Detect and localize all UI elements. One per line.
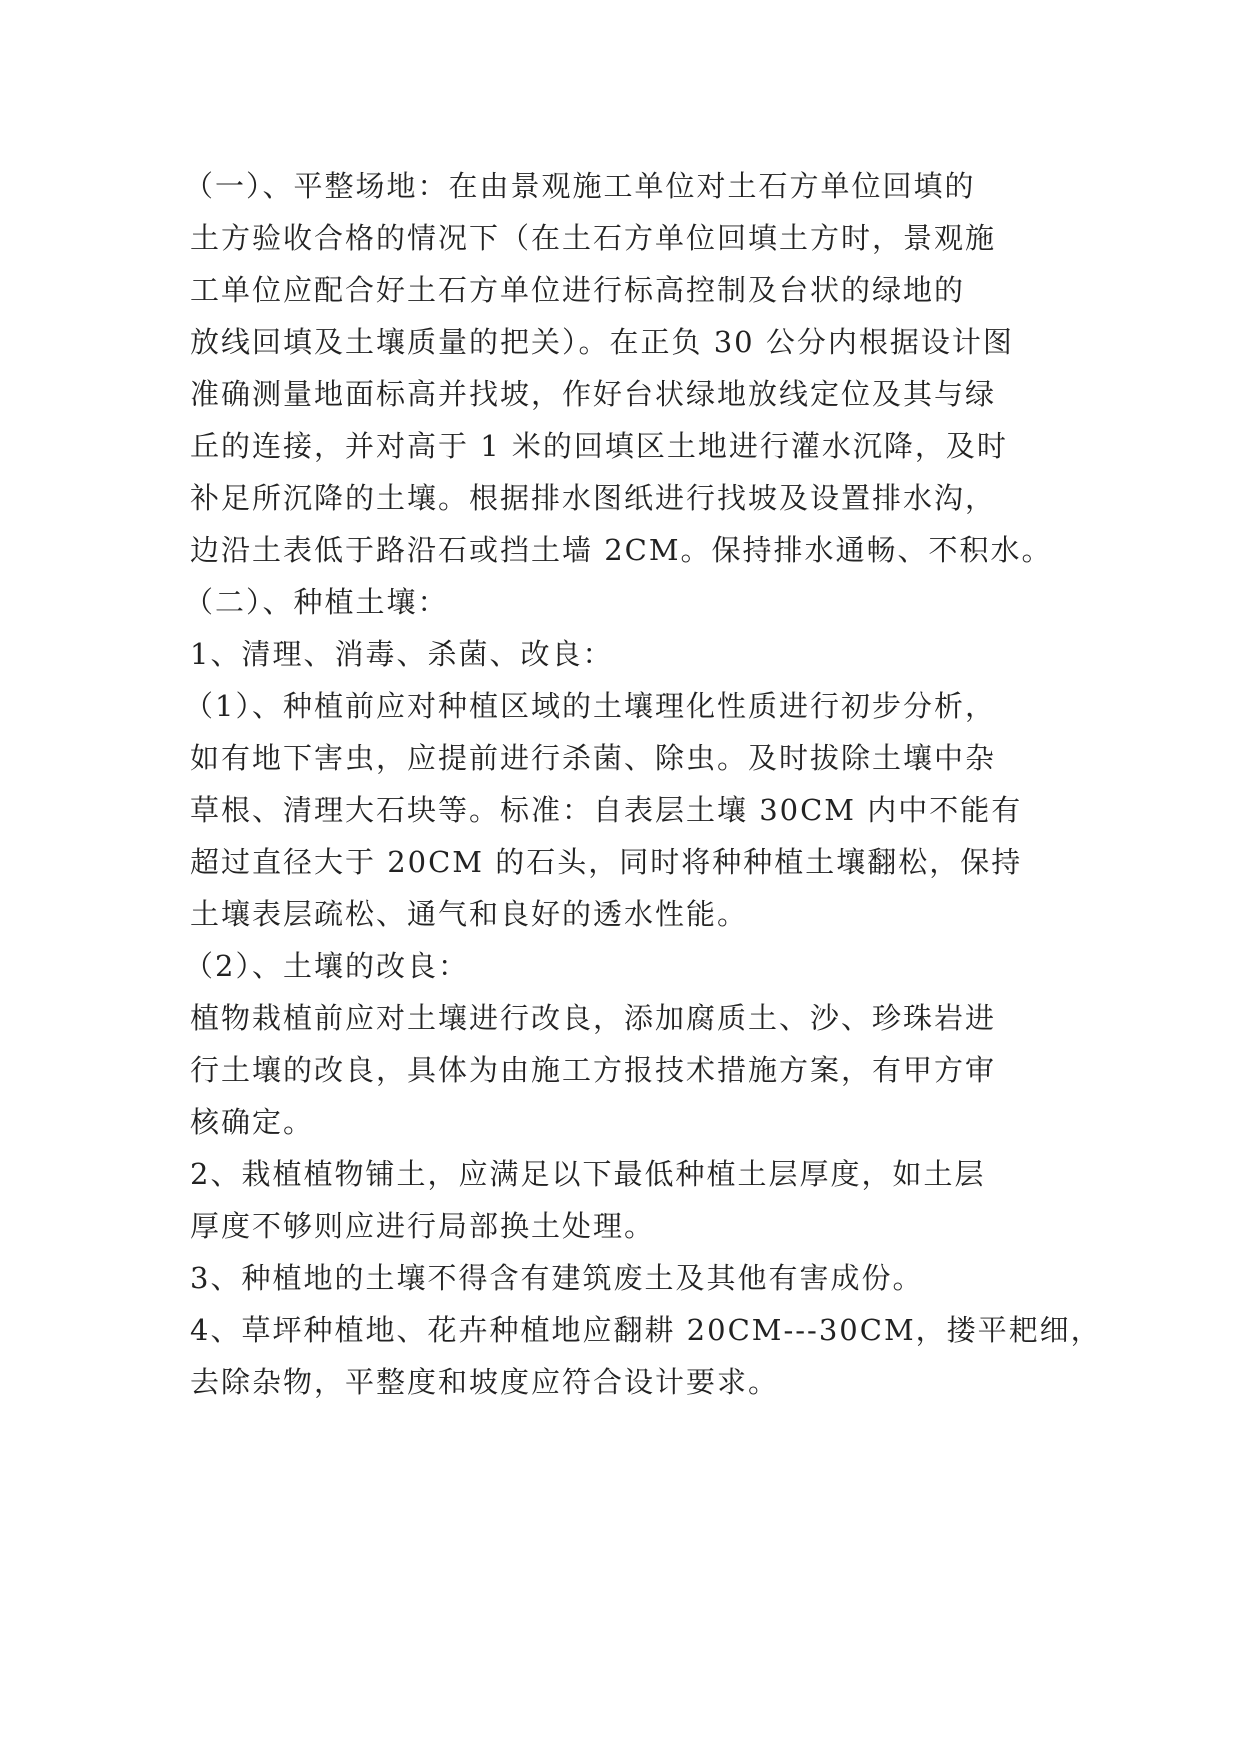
- text-line: 如有地下害虫，应提前进行杀菌、除虫。及时拔除土壤中杂: [190, 741, 997, 775]
- text-line: （一）、平整场地：在由景观施工单位对土石方单位回填的: [184, 169, 976, 203]
- text-line: 去除杂物，平整度和坡度应符合设计要求。: [190, 1365, 780, 1399]
- text-line: 植物栽植前应对土壤进行改良，添加腐质土、沙、珍珠岩进: [190, 1001, 997, 1035]
- text-line: 土方验收合格的情况下（在土石方单位回填土方时，景观施: [190, 221, 997, 255]
- text-line: （1）、种植前应对种植区域的土壤理化性质进行初步分析，: [184, 689, 996, 723]
- text-line: 行土壤的改良，具体为由施工方报技术措施方案，有甲方审: [190, 1053, 997, 1087]
- section-heading: （二）、种植土壤：: [184, 585, 449, 619]
- text-line: 2、栽植植物铺土，应满足以下最低种植土层厚度，如土层: [190, 1157, 986, 1191]
- text-line: 工单位应配合好土石方单位进行标高控制及台状的绿地的: [190, 273, 966, 307]
- text-line: 核确定。: [190, 1105, 315, 1139]
- text-line: 土壤表层疏松、通气和良好的透水性能。: [190, 897, 749, 931]
- subsection-heading: （2）、土壤的改良：: [184, 949, 469, 983]
- document-body: [184, 160, 1102, 1408]
- text-line: 边沿土表低于路沿石或挡土墙 2CM。保持排水通畅、不积水。: [190, 533, 1053, 567]
- text-line: 丘的连接，并对高于 1 米的回填区土地进行灌水沉降，及时: [190, 429, 1008, 463]
- text-line: 3、种植地的土壤不得含有建筑废土及其他有害成份。: [190, 1261, 924, 1295]
- text-line: 超过直径大于 20CM 的石头，同时将种种植土壤翻松，保持: [190, 845, 1023, 879]
- text-line: 放线回填及土壤质量的把关）。在正负 30 公分内根据设计图: [190, 325, 1014, 359]
- text-line: 准确测量地面标高并找坡，作好台状绿地放线定位及其与绿: [190, 377, 997, 411]
- text-line: 4、草坪种植地、花卉种植地应翻耕 20CM---30CM，搂平耙细，: [190, 1313, 1102, 1347]
- text-line: 厚度不够则应进行局部换土处理。: [190, 1209, 656, 1243]
- text-line: 补足所沉降的土壤。根据排水图纸进行找坡及设置排水沟，: [190, 481, 997, 515]
- subsection-heading: 1、清理、消毒、杀菌、改良：: [190, 637, 614, 671]
- text-line: 草根、清理大石块等。标准：自表层土壤 30CM 内中不能有: [190, 793, 1023, 827]
